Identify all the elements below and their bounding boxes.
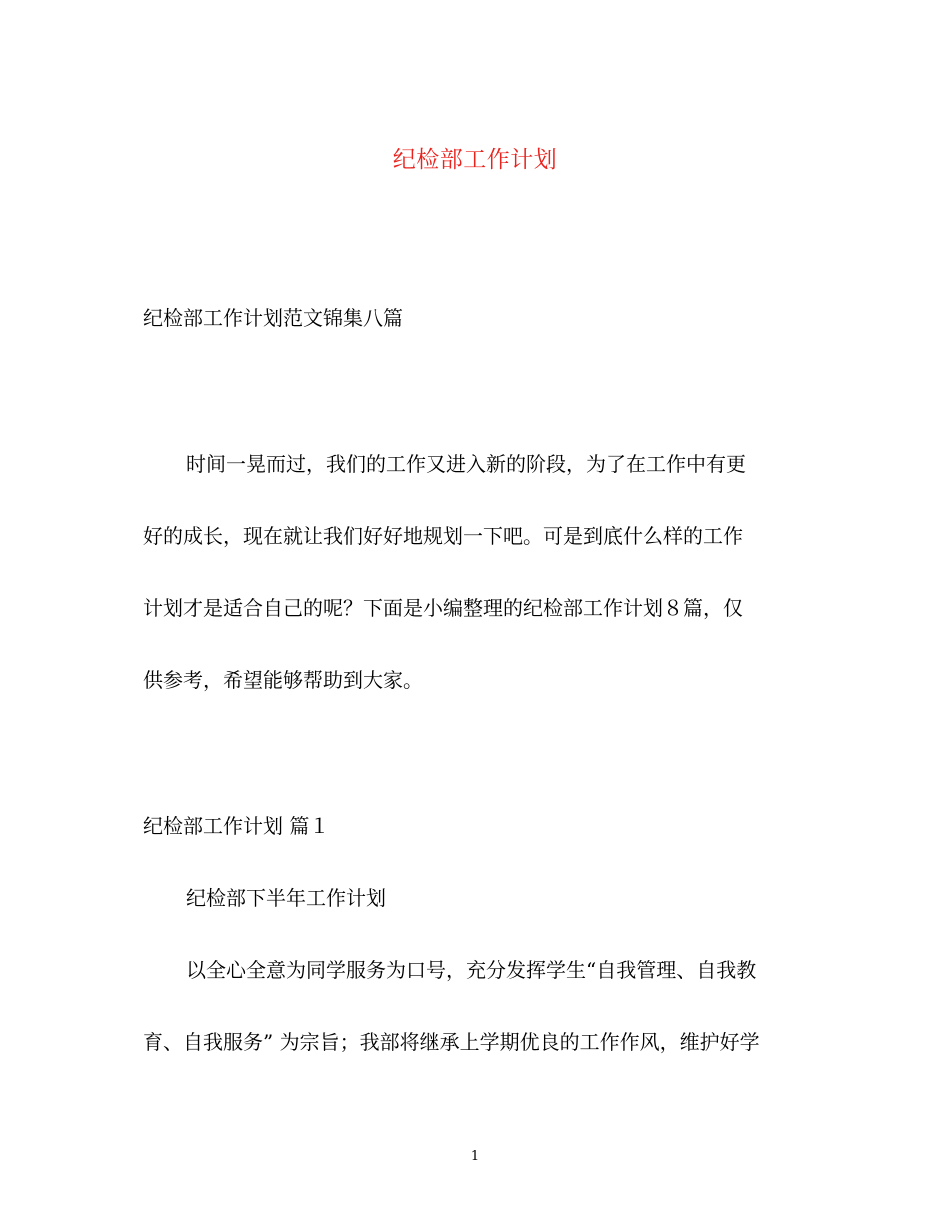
document-title: 纪检部工作计划 bbox=[392, 147, 558, 173]
intro-paragraph bbox=[143, 446, 808, 734]
section-heading: 纪检部工作计划 篇１ bbox=[143, 814, 330, 838]
section-subheading: 纪检部下半年工作计划 bbox=[186, 886, 386, 910]
document-subtitle: 纪检部工作计划范文锦集八篇 bbox=[143, 306, 403, 330]
intro-line: 好的成长，现在就让我们好好地规划一下吧。可是到底什么样的工作 bbox=[143, 524, 743, 548]
intro-line: 计划才是适合自己的呢？下面是小编整理的纪检部工作计划８篇，仅 bbox=[143, 596, 743, 620]
intro-line: 供参考，希望能够帮助到大家。 bbox=[143, 668, 423, 692]
intro-line: 时间一晃而过，我们的工作又进入新的阶段，为了在工作中有更 bbox=[186, 452, 746, 476]
body-line: 以全心全意为同学服务为口号，充分发挥学生“自我管理、自我教 bbox=[186, 958, 757, 982]
body-paragraph bbox=[143, 952, 813, 1096]
body-line: 育、自我服务” 为宗旨；我部将继承上学期优良的工作作风，维护好学 bbox=[143, 1030, 760, 1054]
page-number: 1 bbox=[470, 1149, 480, 1164]
